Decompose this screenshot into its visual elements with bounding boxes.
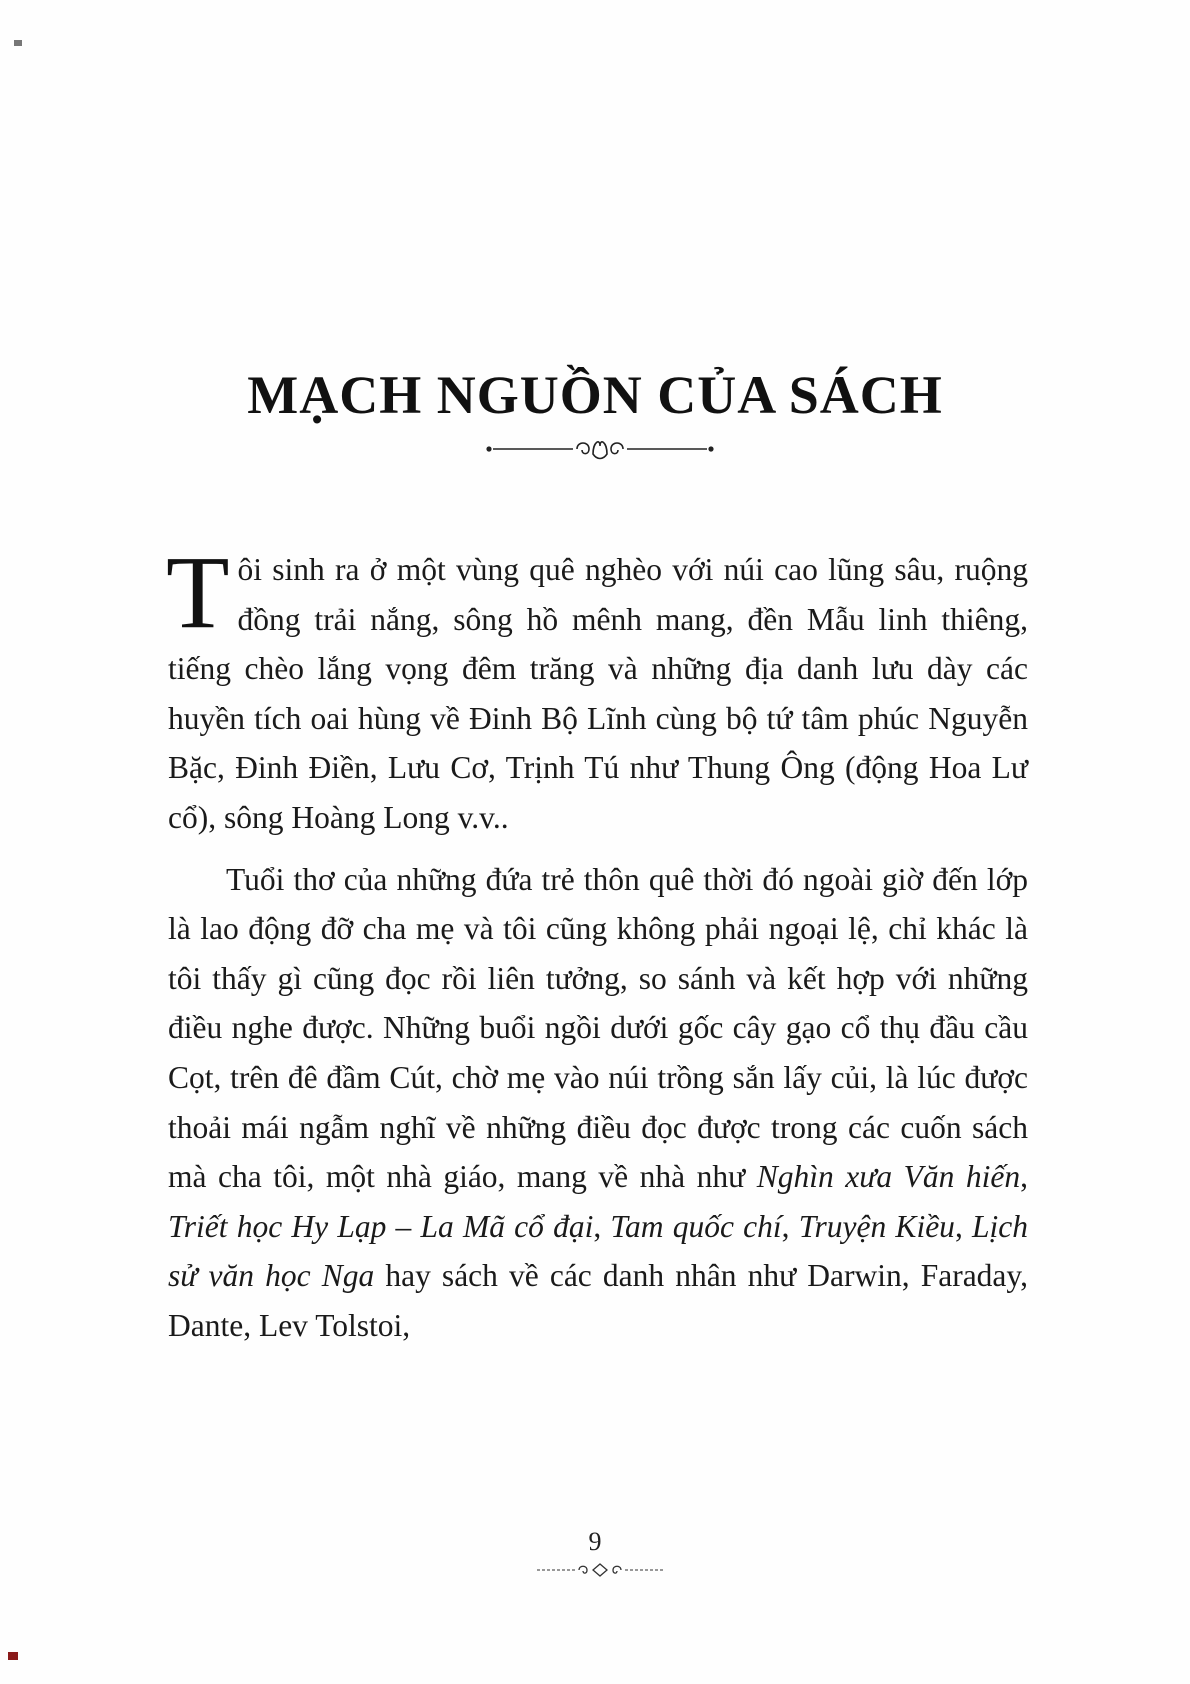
separator: , xyxy=(593,1208,611,1244)
book-title: Tam quốc chí xyxy=(610,1208,782,1244)
separator: , xyxy=(954,1208,973,1244)
book-title: Nghìn xưa Văn hiến xyxy=(756,1159,1021,1195)
scroll-divider-icon xyxy=(485,436,715,462)
page-number: 9 xyxy=(588,1527,602,1556)
book-title: Triết học Hy Lạp – La Mã cổ đại xyxy=(168,1208,594,1244)
flourish-divider-icon xyxy=(535,1562,665,1578)
drop-cap: T xyxy=(166,535,230,650)
paragraph-2 xyxy=(168,855,1028,1351)
paragraph-2-text-end: hay sách về các danh nhân như Darwin, Faraday, Dante, Lev Tolstoi, xyxy=(168,1258,1028,1343)
book-title: Lịch sử văn học Nga xyxy=(168,1208,1029,1294)
separator: , xyxy=(1020,1159,1028,1195)
book-title: Truyện Kiều xyxy=(798,1208,955,1244)
paragraph-1-text: ôi sinh ra ở một vùng quê nghèo với núi cao lũng sâu, ruộng đồng trải nắng, sông hồ mênh mang, đền Mẫu linh thiêng, tiếng chèo lắng vọng đêm trăng và những địa danh lưu dày các huyền tích oai hùng về Đinh Bộ Lĩnh cùng bộ tứ tâm phúc Nguyễn Bặc, Đinh Điền, Lưu Cơ, Trịnh Tú như Thung Ông (động Hoa Lư cổ), sông Hoàng Long v.v.. xyxy=(168,552,1028,835)
scan-artifact xyxy=(14,40,22,46)
body-text xyxy=(166,535,1029,1351)
chapter-title: MẠCH NGUỒN CỦA SÁCH xyxy=(247,365,943,425)
scan-artifact xyxy=(8,1652,18,1660)
paragraph-2-text: Tuổi thơ của những đứa trẻ thôn quê thời đó ngoài giờ đến lớp là lao động đỡ cha mẹ và tôi cũng không phải ngoại lệ, chỉ khác là tôi thấy gì cũng đọc rồi liên tưởng, so sánh và kết hợp với những điều nghe được. Những buổi ngồi dưới gốc cây gạo cổ thụ đầu cầu Cọt, trên đê đầm Cút, chờ mẹ vào núi trồng sắn lấy củi, là lúc được thoải mái ngẫm nghĩ về những điều đọc được trong các cuốn sách mà cha tôi, một nhà giáo, mang về nhà như xyxy=(168,861,1028,1195)
separator: , xyxy=(781,1208,799,1244)
paragraph-1 xyxy=(166,535,1028,843)
